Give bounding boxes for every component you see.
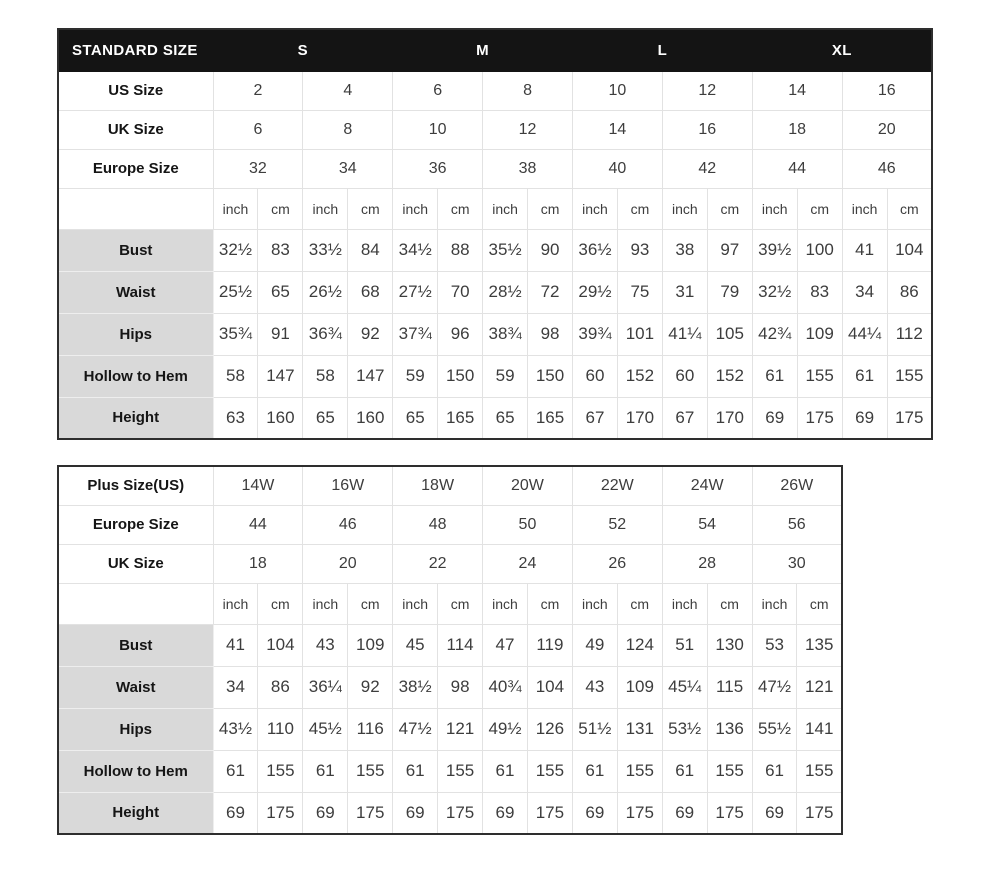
- measurement-row: [58, 313, 932, 355]
- size-cell: 48: [393, 505, 483, 544]
- measurement-row: [58, 624, 842, 666]
- measurement-cell: 98: [528, 313, 573, 355]
- measurement-cell: 34: [213, 666, 258, 708]
- size-group-l: L: [573, 29, 753, 71]
- measurement-cell: 49½: [483, 708, 528, 750]
- measurement-cell: 175: [527, 792, 572, 834]
- unit-cell: inch: [303, 583, 348, 624]
- measurement-cell: 70: [438, 271, 483, 313]
- measurement-cell: 109: [797, 313, 842, 355]
- measurement-cell: 26½: [303, 271, 348, 313]
- unit-cell: inch: [573, 188, 618, 229]
- measurement-cell: 38½: [393, 666, 438, 708]
- units-row: [58, 583, 842, 624]
- size-cell: 8: [303, 110, 393, 149]
- measurement-cell: 83: [258, 229, 303, 271]
- measurement-row: [58, 229, 932, 271]
- measurement-cell: 47½: [393, 708, 438, 750]
- measurement-cell: 109: [348, 624, 393, 666]
- measurement-cell: 160: [348, 397, 393, 439]
- measurement-cell: 104: [887, 229, 932, 271]
- size-cell: 16: [842, 71, 932, 110]
- measurement-cell: 47: [483, 624, 528, 666]
- unit-cell: inch: [393, 583, 438, 624]
- measurement-cell: 155: [617, 750, 662, 792]
- measurement-cell: 155: [348, 750, 393, 792]
- size-cell: 4: [303, 71, 393, 110]
- measurement-cell: 130: [707, 624, 752, 666]
- measurement-cell: 65: [393, 397, 438, 439]
- row-label: Height: [58, 792, 213, 834]
- size-cell: 54: [662, 505, 752, 544]
- row-label: Plus Size(US): [58, 466, 213, 505]
- unit-cell: cm: [258, 583, 303, 624]
- size-cell: 20W: [483, 466, 573, 505]
- size-group-s: S: [213, 29, 393, 71]
- row-label: UK Size: [58, 110, 213, 149]
- measurement-cell: 110: [258, 708, 303, 750]
- unit-cell: inch: [303, 188, 348, 229]
- size-cell: 12: [662, 71, 752, 110]
- measurement-row: [58, 708, 842, 750]
- measurement-cell: 92: [348, 666, 393, 708]
- size-cell: 10: [573, 71, 663, 110]
- unit-cell: inch: [483, 583, 528, 624]
- measurement-cell: 152: [617, 355, 662, 397]
- measurement-cell: 152: [707, 355, 752, 397]
- unit-cell: cm: [258, 188, 303, 229]
- unit-cell: inch: [752, 188, 797, 229]
- plus-size-table: [57, 465, 843, 835]
- row-label: Waist: [58, 666, 213, 708]
- measurement-row: [58, 750, 842, 792]
- row-label: Europe Size: [58, 149, 213, 188]
- measurement-cell: 104: [527, 666, 572, 708]
- measurement-cell: 59: [393, 355, 438, 397]
- measurement-cell: 155: [797, 355, 842, 397]
- measurement-cell: 45¼: [662, 666, 707, 708]
- measurement-cell: 72: [528, 271, 573, 313]
- measurement-cell: 175: [438, 792, 483, 834]
- measurement-cell: 150: [528, 355, 573, 397]
- size-cell: 42: [662, 149, 752, 188]
- measurement-cell: 45½: [303, 708, 348, 750]
- measurement-cell: 69: [752, 792, 797, 834]
- size-row: [58, 466, 842, 505]
- measurement-row: [58, 271, 932, 313]
- size-cell: 14W: [213, 466, 303, 505]
- measurement-cell: 175: [707, 792, 752, 834]
- measurement-cell: 33½: [303, 229, 348, 271]
- size-cell: 12: [483, 110, 573, 149]
- measurement-cell: 170: [707, 397, 752, 439]
- size-cell: 50: [483, 505, 573, 544]
- units-row-label: [58, 583, 213, 624]
- row-label: Bust: [58, 624, 213, 666]
- measurement-cell: 175: [348, 792, 393, 834]
- measurement-cell: 67: [573, 397, 618, 439]
- row-label: Hips: [58, 708, 213, 750]
- unit-cell: inch: [842, 188, 887, 229]
- measurement-cell: 34½: [393, 229, 438, 271]
- size-cell: 44: [213, 505, 303, 544]
- row-label: Hollow to Hem: [58, 355, 213, 397]
- size-cell: 34: [303, 149, 393, 188]
- units-row-label: [58, 188, 213, 229]
- measurement-cell: 114: [438, 624, 483, 666]
- measurement-cell: 105: [707, 313, 752, 355]
- unit-cell: cm: [438, 188, 483, 229]
- measurement-cell: 42¾: [752, 313, 797, 355]
- measurement-cell: 39¾: [573, 313, 618, 355]
- measurement-cell: 69: [752, 397, 797, 439]
- measurement-cell: 69: [842, 397, 887, 439]
- unit-cell: cm: [527, 583, 572, 624]
- size-cell: 32: [213, 149, 303, 188]
- unit-cell: cm: [528, 188, 573, 229]
- measurement-cell: 25½: [213, 271, 258, 313]
- unit-cell: inch: [662, 583, 707, 624]
- measurement-cell: 170: [617, 397, 662, 439]
- row-label: UK Size: [58, 544, 213, 583]
- measurement-cell: 68: [348, 271, 393, 313]
- size-group-m: M: [393, 29, 573, 71]
- measurement-cell: 43: [303, 624, 348, 666]
- unit-cell: cm: [348, 188, 393, 229]
- size-cell: 18: [213, 544, 303, 583]
- measurement-cell: 136: [707, 708, 752, 750]
- size-cell: 36: [393, 149, 483, 188]
- unit-cell: inch: [213, 583, 258, 624]
- measurement-cell: 141: [797, 708, 842, 750]
- measurement-cell: 61: [483, 750, 528, 792]
- measurement-cell: 55½: [752, 708, 797, 750]
- size-row: [58, 110, 932, 149]
- measurement-cell: 61: [842, 355, 887, 397]
- size-cell: 24W: [662, 466, 752, 505]
- measurement-cell: 155: [527, 750, 572, 792]
- measurement-row: [58, 355, 932, 397]
- size-row: [58, 505, 842, 544]
- measurement-cell: 175: [797, 792, 842, 834]
- size-cell: 2: [213, 71, 303, 110]
- unit-cell: cm: [707, 188, 752, 229]
- unit-cell: cm: [438, 583, 483, 624]
- size-cell: 30: [752, 544, 842, 583]
- measurement-cell: 119: [527, 624, 572, 666]
- standard_table-header-row: [58, 29, 932, 71]
- measurement-cell: 83: [797, 271, 842, 313]
- size-cell: 40: [573, 149, 663, 188]
- measurement-cell: 67: [662, 397, 707, 439]
- measurement-cell: 116: [348, 708, 393, 750]
- measurement-cell: 131: [617, 708, 662, 750]
- measurement-cell: 124: [617, 624, 662, 666]
- measurement-cell: 147: [258, 355, 303, 397]
- size-cell: 18: [752, 110, 842, 149]
- measurement-cell: 155: [797, 750, 842, 792]
- units-row: [58, 188, 932, 229]
- size-cell: 20: [303, 544, 393, 583]
- measurement-cell: 121: [797, 666, 842, 708]
- size-cell: 52: [572, 505, 662, 544]
- measurement-cell: 60: [573, 355, 618, 397]
- size-row: [58, 71, 932, 110]
- row-label: Europe Size: [58, 505, 213, 544]
- measurement-cell: 65: [258, 271, 303, 313]
- measurement-cell: 93: [617, 229, 662, 271]
- measurement-cell: 104: [258, 624, 303, 666]
- measurement-cell: 101: [617, 313, 662, 355]
- measurement-cell: 40¾: [483, 666, 528, 708]
- measurement-cell: 32½: [752, 271, 797, 313]
- measurement-cell: 109: [617, 666, 662, 708]
- measurement-cell: 126: [527, 708, 572, 750]
- measurement-cell: 165: [528, 397, 573, 439]
- measurement-cell: 39½: [752, 229, 797, 271]
- row-label: US Size: [58, 71, 213, 110]
- size-cell: 10: [393, 110, 483, 149]
- unit-cell: inch: [393, 188, 438, 229]
- size-cell: 20: [842, 110, 932, 149]
- measurement-cell: 69: [662, 792, 707, 834]
- size-cell: 18W: [393, 466, 483, 505]
- size-group-xl: XL: [752, 29, 932, 71]
- size-cell: 22: [393, 544, 483, 583]
- measurement-cell: 175: [258, 792, 303, 834]
- measurement-cell: 91: [258, 313, 303, 355]
- measurement-cell: 28½: [483, 271, 528, 313]
- measurement-cell: 97: [707, 229, 752, 271]
- size-cell: 24: [483, 544, 573, 583]
- row-label: Height: [58, 397, 213, 439]
- measurement-row: [58, 397, 932, 439]
- measurement-cell: 96: [438, 313, 483, 355]
- measurement-cell: 98: [438, 666, 483, 708]
- measurement-cell: 155: [707, 750, 752, 792]
- measurement-cell: 65: [483, 397, 528, 439]
- size-cell: 46: [842, 149, 932, 188]
- measurement-cell: 35½: [483, 229, 528, 271]
- size-cell: 16W: [303, 466, 393, 505]
- measurement-cell: 36½: [573, 229, 618, 271]
- row-label: Bust: [58, 229, 213, 271]
- measurement-cell: 27½: [393, 271, 438, 313]
- size-cell: 14: [752, 71, 842, 110]
- measurement-cell: 35¾: [213, 313, 258, 355]
- measurement-row: [58, 792, 842, 834]
- measurement-cell: 65: [303, 397, 348, 439]
- measurement-cell: 44¼: [842, 313, 887, 355]
- measurement-cell: 147: [348, 355, 393, 397]
- measurement-cell: 38¾: [483, 313, 528, 355]
- row-label: Hips: [58, 313, 213, 355]
- measurement-cell: 29½: [573, 271, 618, 313]
- unit-cell: cm: [797, 188, 842, 229]
- measurement-cell: 150: [438, 355, 483, 397]
- size-cell: 6: [213, 110, 303, 149]
- unit-cell: cm: [887, 188, 932, 229]
- measurement-cell: 36¼: [303, 666, 348, 708]
- measurement-cell: 155: [258, 750, 303, 792]
- measurement-cell: 175: [797, 397, 842, 439]
- unit-cell: cm: [797, 583, 842, 624]
- measurement-cell: 32½: [213, 229, 258, 271]
- measurement-cell: 49: [572, 624, 617, 666]
- measurement-cell: 175: [887, 397, 932, 439]
- measurement-cell: 61: [572, 750, 617, 792]
- measurement-cell: 112: [887, 313, 932, 355]
- unit-cell: cm: [617, 583, 662, 624]
- measurement-cell: 36¾: [303, 313, 348, 355]
- measurement-cell: 51: [662, 624, 707, 666]
- measurement-cell: 135: [797, 624, 842, 666]
- measurement-cell: 47½: [752, 666, 797, 708]
- measurement-cell: 37¾: [393, 313, 438, 355]
- unit-cell: inch: [752, 583, 797, 624]
- measurement-cell: 69: [393, 792, 438, 834]
- size-cell: 46: [303, 505, 393, 544]
- measurement-cell: 155: [438, 750, 483, 792]
- measurement-cell: 41: [842, 229, 887, 271]
- unit-cell: cm: [617, 188, 662, 229]
- measurement-cell: 100: [797, 229, 842, 271]
- measurement-cell: 175: [617, 792, 662, 834]
- unit-cell: inch: [662, 188, 707, 229]
- unit-cell: inch: [572, 583, 617, 624]
- measurement-cell: 69: [303, 792, 348, 834]
- size-cell: 6: [393, 71, 483, 110]
- measurement-cell: 34: [842, 271, 887, 313]
- standard-size-table: [57, 28, 933, 440]
- measurement-cell: 53: [752, 624, 797, 666]
- row-label: Hollow to Hem: [58, 750, 213, 792]
- measurement-cell: 115: [707, 666, 752, 708]
- measurement-cell: 79: [707, 271, 752, 313]
- measurement-cell: 61: [662, 750, 707, 792]
- measurement-cell: 43½: [213, 708, 258, 750]
- size-cell: 8: [483, 71, 573, 110]
- size-cell: 44: [752, 149, 842, 188]
- measurement-cell: 61: [303, 750, 348, 792]
- measurement-cell: 92: [348, 313, 393, 355]
- measurement-cell: 121: [438, 708, 483, 750]
- measurement-cell: 69: [213, 792, 258, 834]
- measurement-cell: 45: [393, 624, 438, 666]
- unit-cell: inch: [213, 188, 258, 229]
- measurement-cell: 165: [438, 397, 483, 439]
- measurement-cell: 59: [483, 355, 528, 397]
- size-cell: 28: [662, 544, 752, 583]
- measurement-cell: 58: [303, 355, 348, 397]
- unit-cell: inch: [483, 188, 528, 229]
- size-row: [58, 544, 842, 583]
- measurement-cell: 53½: [662, 708, 707, 750]
- size-cell: 26W: [752, 466, 842, 505]
- measurement-row: [58, 666, 842, 708]
- header-title: STANDARD SIZE: [58, 29, 213, 71]
- measurement-cell: 31: [662, 271, 707, 313]
- measurement-cell: 69: [572, 792, 617, 834]
- measurement-cell: 155: [887, 355, 932, 397]
- unit-cell: cm: [348, 583, 393, 624]
- measurement-cell: 86: [258, 666, 303, 708]
- measurement-cell: 90: [528, 229, 573, 271]
- measurement-cell: 38: [662, 229, 707, 271]
- measurement-cell: 43: [572, 666, 617, 708]
- measurement-cell: 84: [348, 229, 393, 271]
- measurement-cell: 61: [752, 355, 797, 397]
- size-cell: 14: [573, 110, 663, 149]
- measurement-cell: 75: [617, 271, 662, 313]
- measurement-cell: 51½: [572, 708, 617, 750]
- unit-cell: cm: [707, 583, 752, 624]
- measurement-cell: 41¼: [662, 313, 707, 355]
- measurement-cell: 88: [438, 229, 483, 271]
- measurement-cell: 69: [483, 792, 528, 834]
- measurement-cell: 86: [887, 271, 932, 313]
- measurement-cell: 61: [393, 750, 438, 792]
- size-row: [58, 149, 932, 188]
- measurement-cell: 58: [213, 355, 258, 397]
- size-cell: 22W: [572, 466, 662, 505]
- row-label: Waist: [58, 271, 213, 313]
- size-cell: 38: [483, 149, 573, 188]
- size-cell: 26: [572, 544, 662, 583]
- measurement-cell: 61: [752, 750, 797, 792]
- measurement-cell: 63: [213, 397, 258, 439]
- measurement-cell: 41: [213, 624, 258, 666]
- size-cell: 56: [752, 505, 842, 544]
- size-cell: 16: [662, 110, 752, 149]
- measurement-cell: 61: [213, 750, 258, 792]
- measurement-cell: 160: [258, 397, 303, 439]
- measurement-cell: 60: [662, 355, 707, 397]
